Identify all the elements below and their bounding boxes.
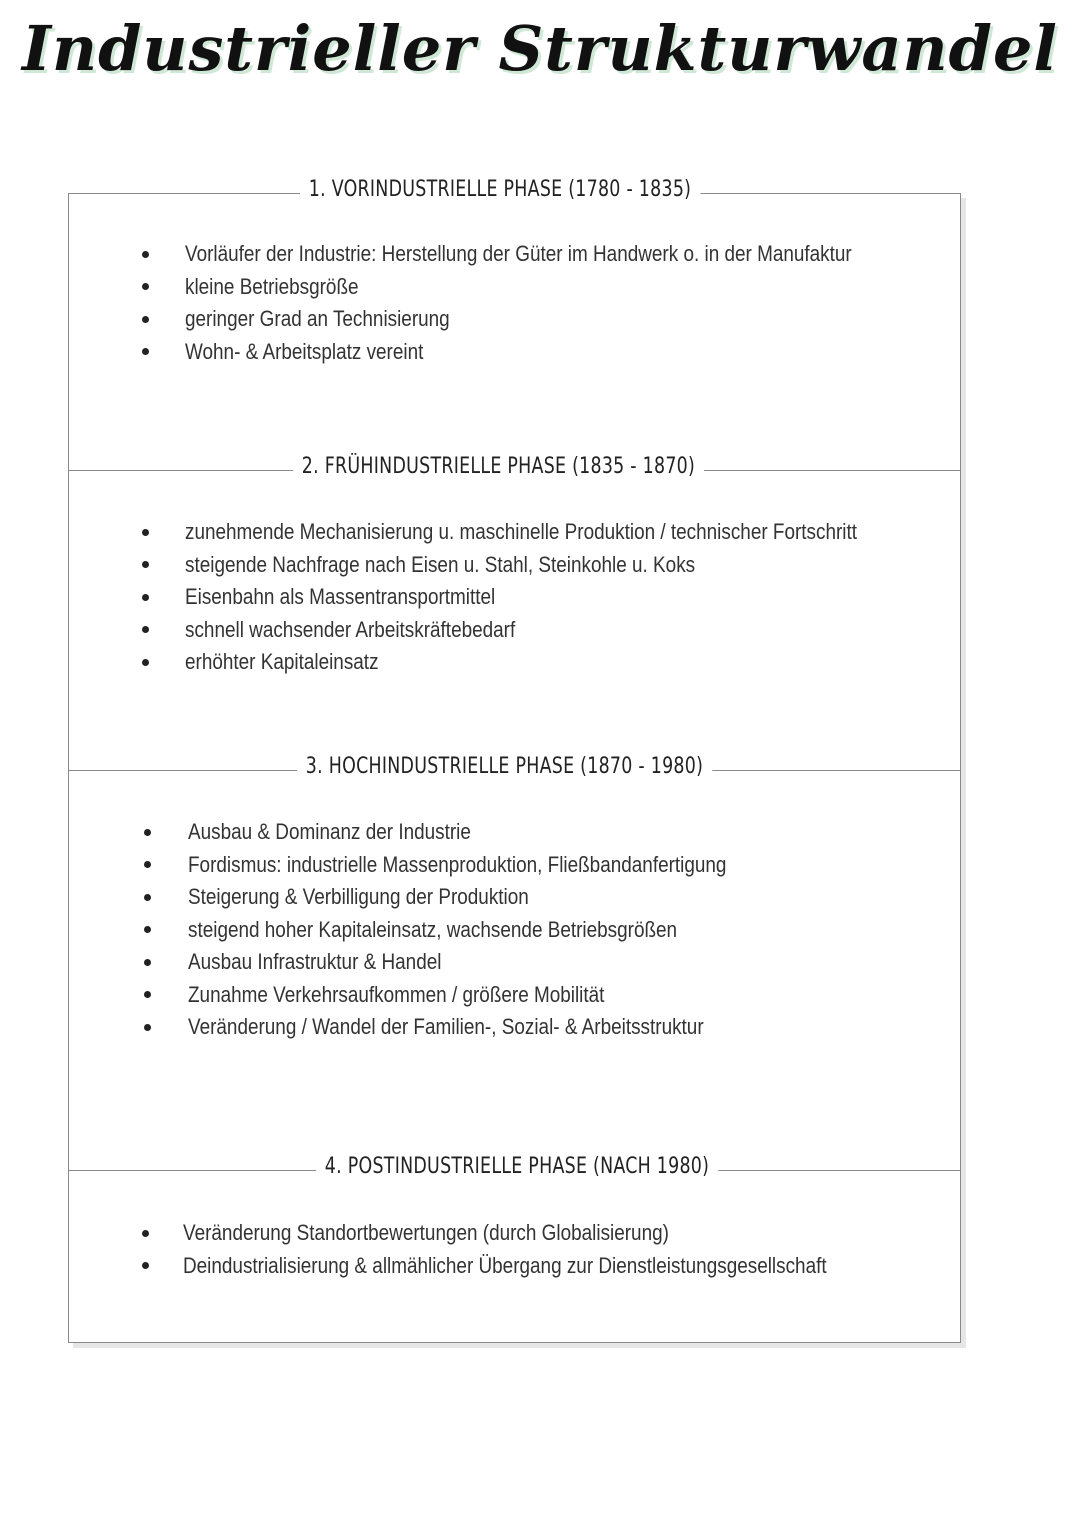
list-item: geringer Grad an Technisierung [185,306,450,331]
list-item: Ausbau Infrastruktur & Handel [188,949,442,974]
bullet [142,1262,149,1269]
list-item: erhöhter Kapitaleinsatz [185,649,379,674]
bullet [142,316,149,323]
bullet [144,1024,151,1031]
bullet [144,829,151,836]
bullet [142,626,149,633]
section-4-list [183,1217,931,1282]
list-item: Deindustrialisierung & allmählicher Übergang zur Dienstleistungsgesellschaft [183,1252,827,1278]
section-3-list [188,816,814,1044]
section-4-heading: 4. POSTINDUSTRIELLE PHASE (NACH 1980) [316,1154,718,1179]
bullet [142,659,149,666]
bullet [144,926,151,933]
list-item: Ausbau & Dominanz der Industrie [188,819,471,844]
list-item: Zunahme Verkehrsaufkommen / größere Mobilität [188,981,605,1007]
bullet [144,991,151,998]
bullet [142,594,149,601]
bullet [142,348,149,355]
section-2-list [185,516,966,679]
list-item: steigende Nachfrage nach Eisen u. Stahl, Steinkohle u. Koks [185,551,696,577]
list-item: Veränderung Standortbewertungen (durch Globalisierung) [183,1220,669,1245]
list-item: Wohn- & Arbeitsplatz vereint [185,338,424,364]
section-1-rule-left [68,193,278,194]
list-item: Vorläufer der Industrie: Herstellung der Güter im Handwerk o. in der Manufaktur [185,241,852,266]
section-3-heading: 3. HOCHINDUSTRIELLE PHASE (1870 - 1980) [297,754,712,779]
section-1-list [185,238,960,368]
list-item: Veränderung / Wandel der Familien-, Sozial- & Arbeitsstruktur [188,1014,704,1039]
bullet [142,1230,149,1237]
list-item: Steigerung & Verbilligung der Produktion [188,884,529,909]
list-item: steigend hoher Kapitaleinsatz, wachsende Betriebsgrößen [188,916,678,942]
page-title: Industrieller Strukturwandel [22,12,1058,85]
list-item: Fordismus: industrielle Massenproduktion, Fließbandanfertigung [188,851,727,877]
bullet [142,283,149,290]
bullet [144,861,151,868]
bullet [142,251,149,258]
section-1-heading: 1. VORINDUSTRIELLE PHASE (1780 - 1835) [300,177,700,202]
list-item: kleine Betriebsgröße [185,273,359,299]
list-item: schnell wachsender Arbeitskräftebedarf [185,616,516,642]
bullet [142,529,149,536]
bullet [144,959,151,966]
list-item: Eisenbahn als Massentransportmittel [185,584,496,609]
bullet [144,894,151,901]
bullet [142,561,149,568]
list-item: zunehmende Mechanisierung u. maschinelle Produktion / technischer Fortschritt [185,519,858,544]
section-2-heading: 2. FRÜHINDUSTRIELLE PHASE (1835 - 1870) [293,454,704,479]
